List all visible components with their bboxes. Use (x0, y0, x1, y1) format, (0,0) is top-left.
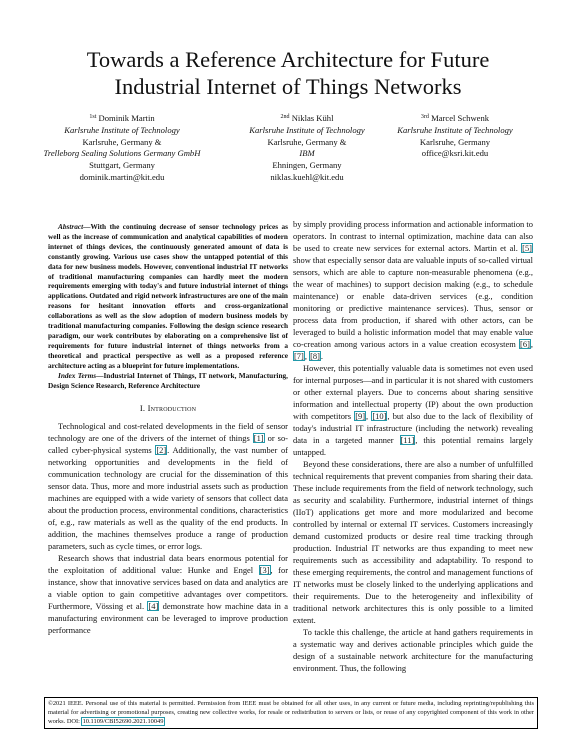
author-2-affiliation: Karlsruhe Institute of Technology (249, 124, 365, 135)
index-terms (48, 371, 288, 391)
author-1-name: Dominik Martin (98, 113, 155, 123)
author-2-location: Karlsruhe, Germany & (267, 136, 347, 147)
author-1-location: Karlsruhe, Germany & (82, 136, 162, 147)
abstract-text: —With the continuing decrease of sensor technology prices as well as the increase of communication and analytical capabilities of modern internet of things devices, the continuously generated amount of data is constantly growing. Various use cases show the untapped potential of this data for new business models. However, conventional industrial IT networks of traditional manufacturing companies can hardly meet the modern requirements emerging with today's and future industrial internet of things applications. Outdated and rigid network infrastructures are one of the main reasons for hesitant innovation efforts and cross-organizational collaborations as well as the slow adoption of modern business models by traditional manufacturing companies. Following the design science research paradigm, our work contributes by elaborating on a comprehensive list of requirements for future industrial internet of things networks from a theoretical and practical perspective as well as a proposed reference architecture acting as a blueprint for future implementations. (48, 222, 288, 370)
citation-link[interactable]: [3] (259, 565, 270, 576)
intro-paragraph-4: However, this potentially valuable data is sometimes not even used for internal purposes—and in particular it is not shared with customers or other external players. Due to concerns about sharing sensitive information and intellectual property (IP) about the own production with competitors [9], [10], but also due to the lack of flexibility of today's industrial IT infrastructure (including the network) revealing data in a targeted manner [11], this potential remains largely untapped. (293, 363, 533, 457)
author-2-email: niklas.kuehl@kit.edu (270, 171, 344, 182)
author-2 (232, 113, 382, 184)
intro-paragraph-2: Research shows that industrial data bears enormous potential for the exploitation of additional value: Hunke and Engel [3], for instance, show that innovative services based on data and analytics are a viable option to gain competitive advantages over competitors. Furthermore, Vössing et al. [4] demonstrate how machine data in a manufacturing environment can be leveraged to improve production performance (48, 553, 289, 636)
author-1-location-2: Stuttgart, Germany (89, 160, 155, 171)
author-1-email: dominik.martin@kit.edu (79, 171, 165, 182)
left-column (48, 222, 288, 636)
author-2-name: Niklas Kühl (291, 113, 334, 123)
author-1 (22, 113, 222, 184)
citation-link[interactable]: [4] (148, 601, 159, 612)
citation-link[interactable]: [8] (310, 351, 320, 361)
author-2-num: 2nd (280, 114, 290, 120)
title-line-2: Industrial Internet of Things Networks (114, 74, 462, 99)
author-3-email: office@ksri.kit.edu (421, 148, 489, 159)
abstract (48, 222, 288, 371)
citation-link[interactable]: [1] (253, 433, 264, 444)
intro-paragraph-5: Beyond these considerations, there are also a number of unfulfilled technical requirements that prevent companies from sharing their data. These include requirements from the field of network technology, such as security and scalability. Furthermore, industrial internet of things (IIoT) applications get more and more modularized and become controlled by internal or external IT services. Customers increasingly demand customized products or desire real time tracking through production. Industrial IT networks are thus expanding to meet new requirements such as accessibility and adaptability. To respond to these emerging requirements, the control and management functions of IT networks must be closely linked to the underlying applications and their requirements. Due to the heterogeneity and inflexibility of traditional network architectures this is only possible to a limited extent. (293, 459, 534, 625)
citation-link[interactable]: [2] (156, 445, 167, 456)
intro-paragraph-1: Technological and cost-related developments in the field of sensor technology are one of the drivers of the internet of things [1] or so-called cyber-physical systems [2]. Additionally, the vast number of networking opportunities and developments in the field of communication technology are crucial for the dissemination of this sensor data. Thus, more and more industrial assets such as production machines are equipped with a wide variety of sensors that collect data about the production process, environmental conditions, characteristics of, e.g., raw materials as well as the quality of the end products. In addition, the machines themselves produce a range of production parameters, such as cycle times, or error logs. (48, 421, 288, 552)
intro-paragraph-6: To tackle this challenge, the article at hand gathers requirements in a systematic way and derives actionable principles which guide the design of a sustainable network architecture for the manufacturing environment. Thus, the following (293, 627, 533, 673)
citation-link[interactable]: [7] (294, 351, 304, 361)
doi-link[interactable]: 10.1109/CBI52690.2021.10049 (82, 717, 164, 725)
index-terms-label: Index Terms (58, 370, 97, 380)
author-1-affiliation: Karlsruhe Institute of Technology (64, 124, 180, 135)
abstract-label: Abstract (58, 222, 84, 231)
author-2-affiliation-2: IBM (299, 148, 315, 159)
title-line-1: Towards a Reference Architecture for Future (86, 47, 490, 72)
author-3-name: Marcel Schwenk (431, 113, 490, 123)
author-1-affiliation-2: Trelleborg Sealing Solutions Germany GmbH (43, 148, 201, 159)
section-heading: I. Introduction (139, 403, 197, 414)
author-3 (380, 113, 530, 160)
citation-link[interactable]: [9] (355, 411, 366, 421)
author-3-num: 3rd (420, 114, 429, 120)
author-2-location-2: Ehningen, Germany (272, 160, 342, 171)
author-1-num: 1st (89, 114, 97, 120)
copyright-text: ©2021 IEEE. Personal use of this material is permitted. Permission from IEEE must be obtained for all other uses, in any current or future media, including reprinting/republishing this material for advertising or promotional purposes, creating new collective works, for resale or redistribution to servers or lists, or reuse of any copyrighted component of this work in other works. DOI: (48, 700, 534, 725)
paper-title (40, 46, 536, 100)
right-column (293, 218, 533, 674)
citation-link[interactable]: [10] (372, 411, 387, 421)
intro-paragraph-3: by simply providing process information and actionable information to operators. In contrast to internal optimization, machine data can also be used to create new services for external actors. Martin et al. [5] show that especially sensor data are valuable inputs of so-called virtual sensors, which are able to capture non-measurable phenomena (e.g., the wear of machines) to support decision making (e.g., to schedule maintenance) or enable data-driven services (e.g., condition monitoring or predictive maintenance services). Thus, sensor or process data from production, if shared with other actors, can be leveraged to build a holistic information model that may enable value co-creation among various actors in a value creation ecosystem [6], [7], [8]. (293, 219, 533, 361)
author-3-location: Karlsruhe, Germany (419, 136, 491, 147)
citation-link[interactable]: [11] (400, 435, 415, 445)
index-terms-text: —Industrial Internet of Things, IT network, Manufacturing, Design Science Research, Reference Architecture (48, 370, 288, 390)
citation-link[interactable]: [5] (522, 243, 532, 253)
author-3-affiliation: Karlsruhe Institute of Technology (397, 124, 513, 135)
citation-link[interactable]: [6] (520, 339, 530, 349)
copyright-notice (44, 697, 538, 729)
